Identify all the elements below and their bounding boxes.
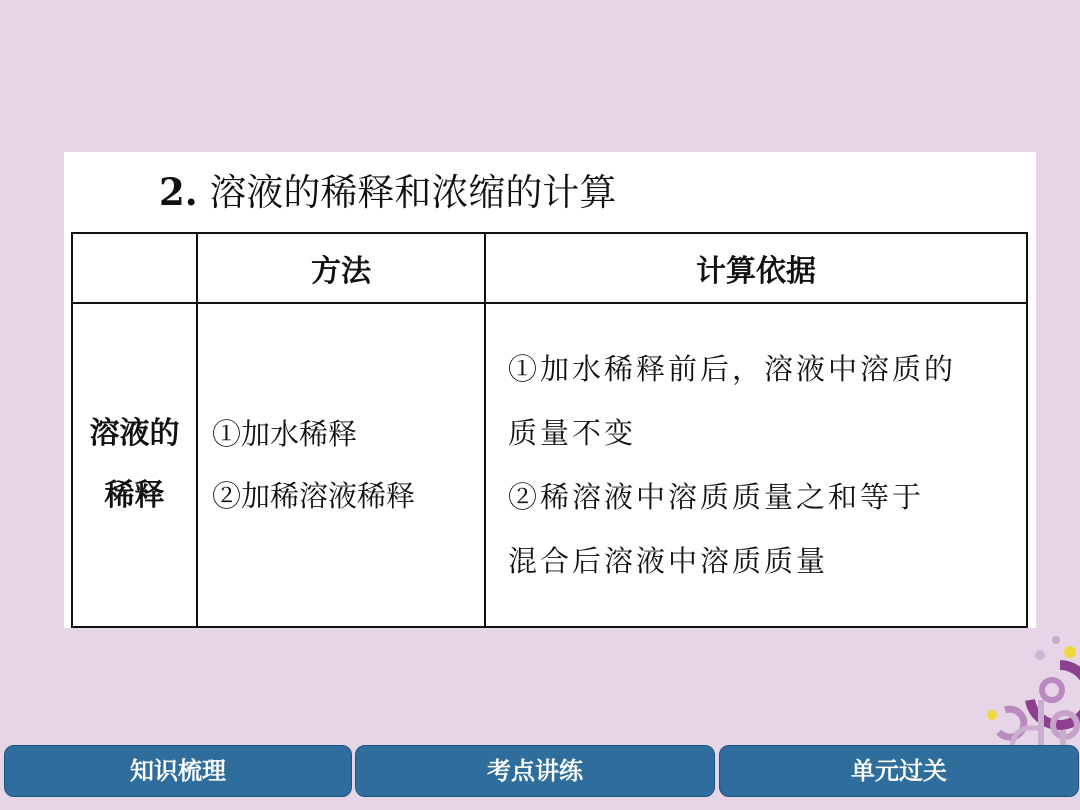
dilution-calc-table [71, 232, 1028, 628]
basis-cell [485, 303, 1027, 627]
section-number: 2. [159, 170, 198, 214]
header-method: 方法 [197, 233, 485, 303]
method-item: ②加稀溶液稀释 [212, 479, 416, 513]
content-panel [64, 152, 1036, 628]
table-header-row [72, 233, 1027, 303]
table-row [72, 303, 1027, 627]
section-title: 溶液的稀释和浓缩的计算 [209, 171, 617, 214]
method-item: ①加水稀释 [212, 417, 358, 451]
basis-line: 混合后溶液中溶质质量 [508, 544, 829, 578]
header-empty-cell [72, 233, 197, 303]
bottom-nav [0, 745, 1080, 797]
method-cell [197, 303, 485, 627]
nav-knowledge-review-button[interactable]: 知识梳理 [4, 745, 352, 797]
nav-exam-points-button[interactable]: 考点讲练 [355, 745, 715, 797]
row-label-line: 溶液的 [89, 416, 180, 451]
nav-unit-test-button[interactable]: 单元过关 [719, 745, 1079, 797]
row-label-cell [72, 303, 197, 627]
basis-line: ②稀溶液中溶质质量之和等于 [508, 480, 925, 514]
basis-line: ①加水稀释前后，溶液中溶质的 [508, 352, 957, 386]
header-basis: 计算依据 [485, 233, 1027, 303]
decorative-flower-graphic [910, 630, 1080, 750]
section-heading [159, 162, 616, 216]
row-label-line: 稀释 [104, 478, 165, 513]
basis-line: 质量不变 [508, 416, 637, 450]
